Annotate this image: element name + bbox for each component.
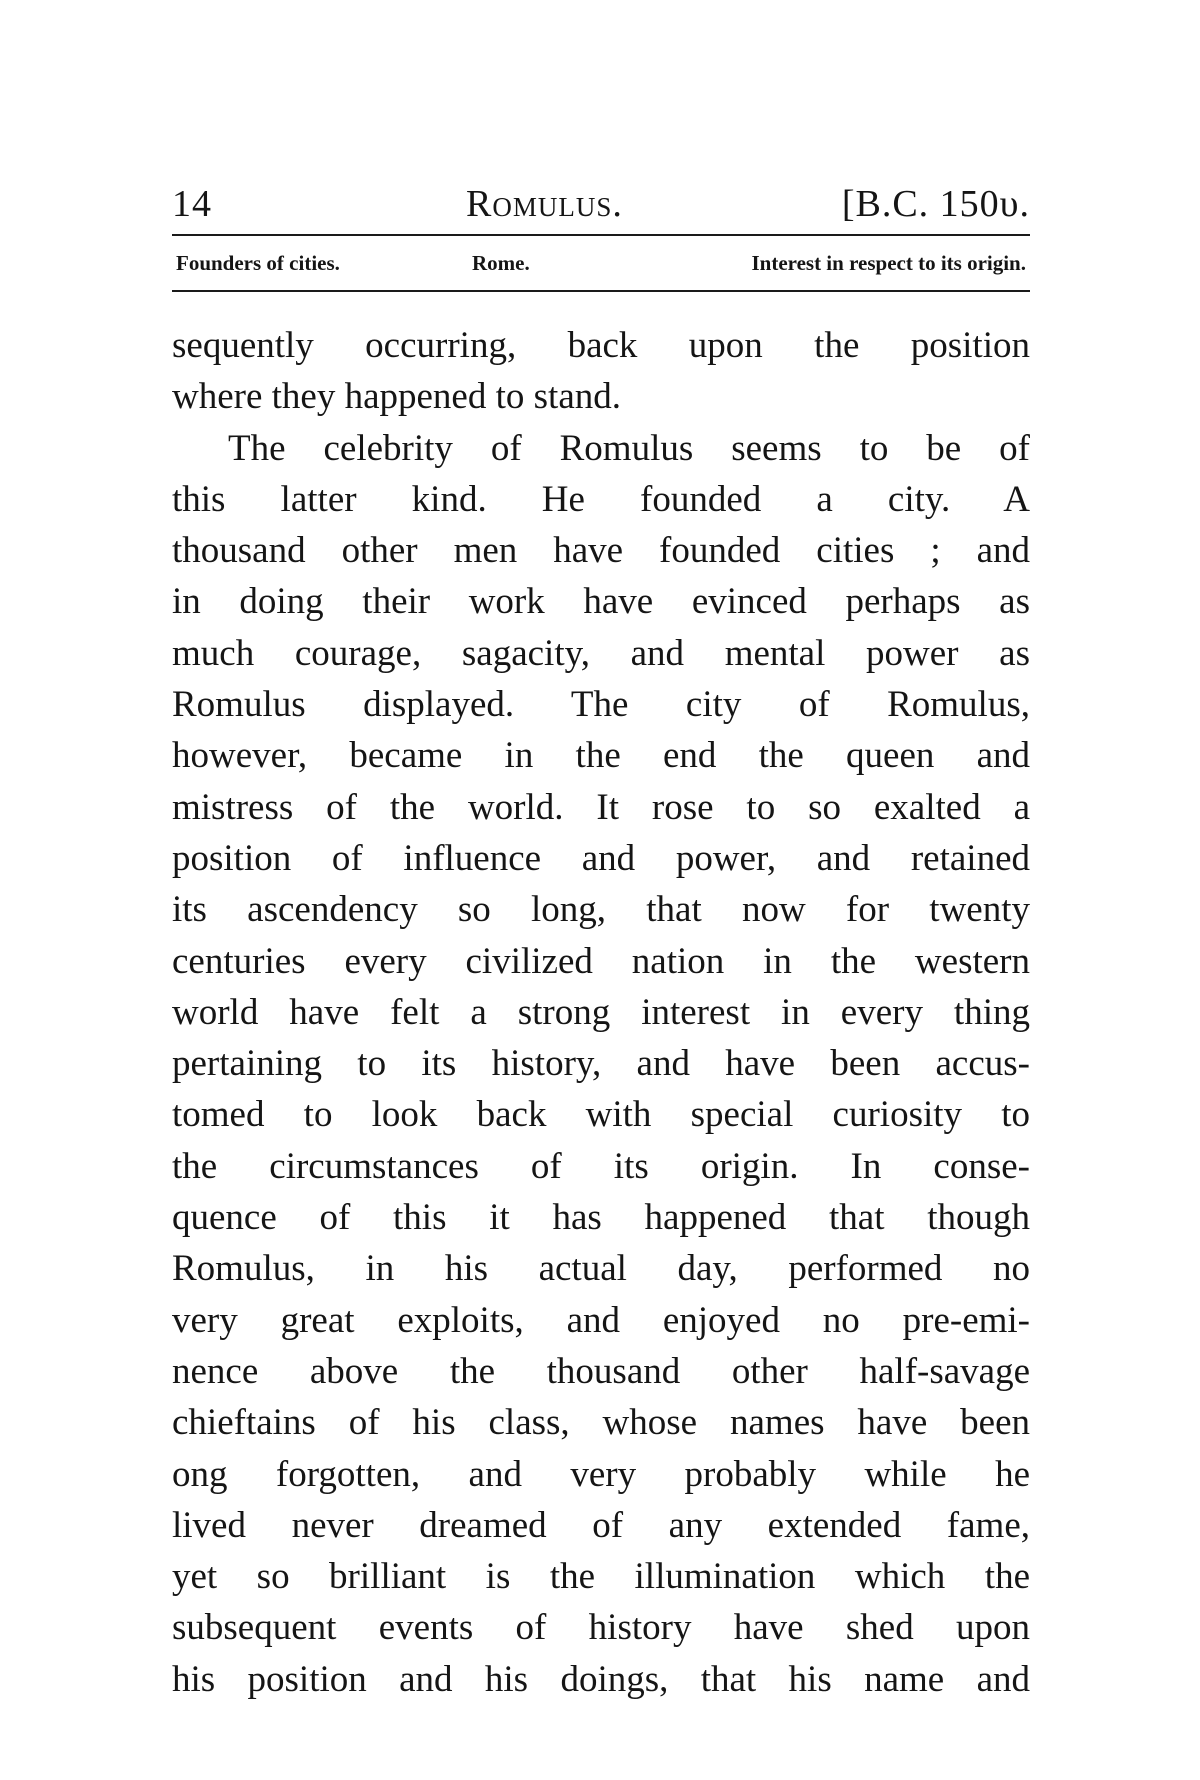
topic-interest-origin: Interest in respect to its origin. (751, 251, 1026, 275)
text-line: chieftains of his class, whose names have been (172, 1402, 1030, 1444)
text-line: very great exploits, and enjoyed no pre-emi- (172, 1299, 1030, 1341)
text-line: yet so brilliant is the illumination which the (172, 1556, 1030, 1598)
paragraph-start-line: The celebrity of Romulus seems to be of (228, 427, 1030, 469)
text-line: thousand other men have founded cities ; and (172, 530, 1030, 572)
text-line: Romulus displayed. The city of Romulus, (172, 684, 1030, 726)
text-line: mistress of the world. It rose to so exalted a (172, 786, 1030, 828)
text-line: this latter kind. He founded a city. A (172, 478, 1030, 520)
text-line: his position and his doings, that his name and (172, 1658, 1030, 1700)
text-line: Romulus, in his actual day, performed no (172, 1248, 1030, 1290)
marginal-topics (172, 243, 1030, 283)
body-text (172, 320, 1030, 1705)
text-line: quence of this it has happened that though (172, 1197, 1030, 1239)
text-line: centuries every civilized nation in the western (172, 940, 1030, 982)
running-head (172, 178, 1030, 230)
text-line: nence above the thousand other half-savage (172, 1350, 1030, 1392)
text-line: position of influence and power, and retained (172, 837, 1030, 879)
header-rule-top (172, 234, 1030, 236)
text-line: much courage, sagacity, and mental power as (172, 632, 1030, 674)
topic-founders-of-cities: Founders of cities. (176, 251, 340, 275)
running-date: [B.C. 150υ. (841, 183, 1030, 225)
text-line: subsequent events of history have shed upon (172, 1607, 1030, 1649)
text-line: tomed to look back with special curiosity to (172, 1094, 1030, 1136)
text-line: pertaining to its history, and have been accus- (172, 1043, 1030, 1085)
text-line: ong forgotten, and very probably while he (172, 1453, 1030, 1495)
text-line: its ascendency so long, that now for twenty (172, 889, 1030, 931)
header-rule-bottom (172, 290, 1030, 292)
text-line: lived never dreamed of any extended fame, (172, 1504, 1030, 1546)
text-line: in doing their work have evinced perhaps as (172, 581, 1030, 623)
text-line: however, became in the end the queen and (172, 735, 1030, 777)
page-number: 14 (172, 183, 212, 225)
topic-rome: Rome. (472, 251, 530, 275)
running-title: Romulus. (466, 183, 623, 225)
text-line: where they happened to stand. (172, 376, 621, 418)
text-line: sequently occurring, back upon the position (172, 325, 1030, 366)
text-line: the circumstances of its origin. In conse- (172, 1145, 1030, 1187)
text-line: world have felt a strong interest in every thing (172, 991, 1030, 1033)
